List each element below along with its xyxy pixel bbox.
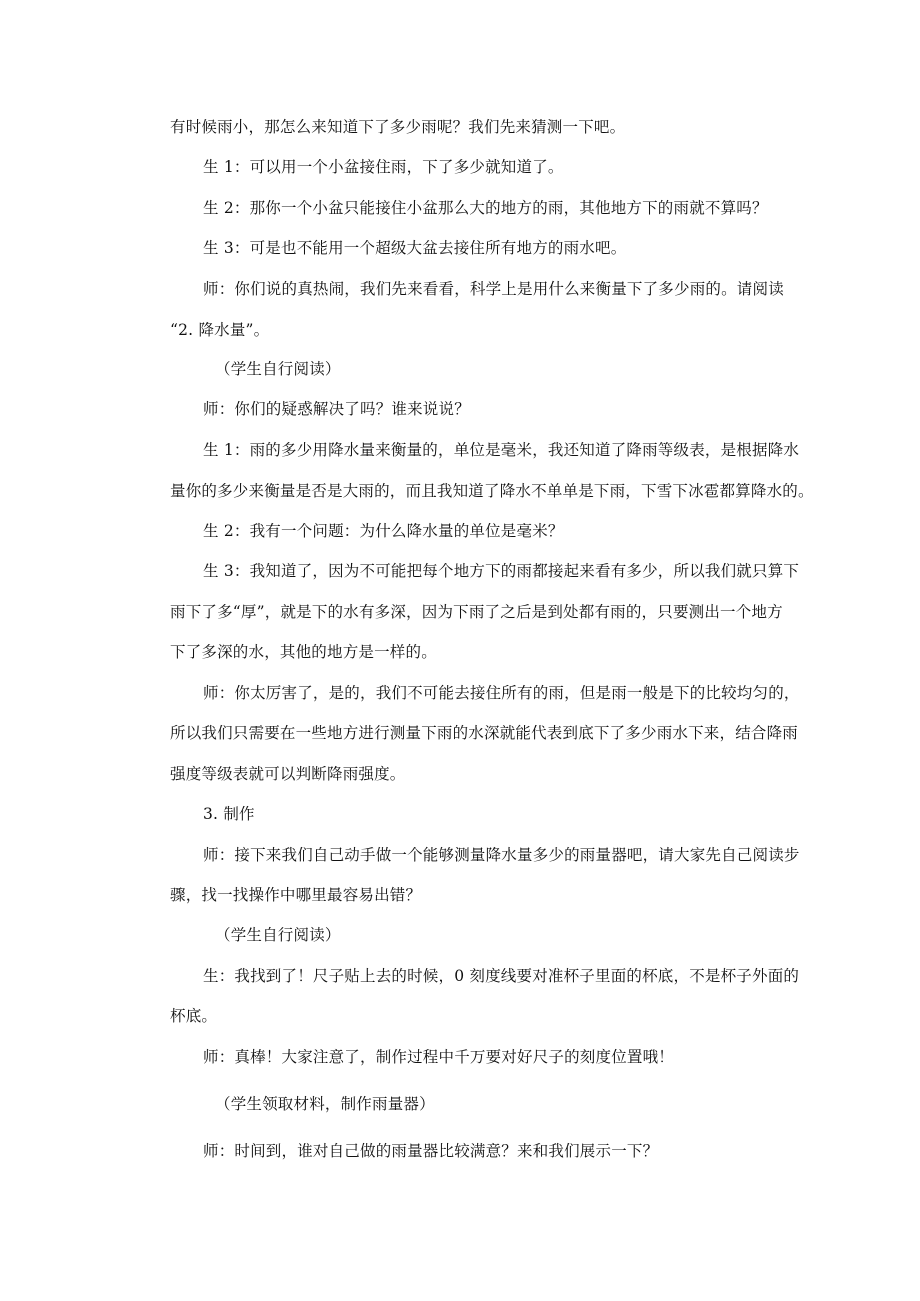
text-line: 下了多深的水，其他的地方是一样的。	[170, 643, 437, 661]
text-line: 生 2：我有一个问题：为什么降水量的单位是毫米？	[203, 522, 564, 540]
text-line: 师：你太厉害了，是的，我们不可能去接住所有的雨，但是雨一般是下的比较均匀的，	[203, 684, 800, 702]
text-line: （学生自行阅读）	[215, 926, 341, 944]
text-line: “2. 降水量”。	[170, 321, 270, 339]
text-line: 有时候雨小，那怎么来知道下了多少雨呢？我们先来猜测一下吧。	[170, 118, 626, 136]
text-line: 生 1：可以用一个小盆接住雨，下了多少就知道了。	[203, 158, 564, 176]
text-line: 所以我们只需要在一些地方进行测量下雨的水深就能代表到底下了多少雨水下来，结合降雨	[170, 724, 799, 742]
text-line: 量你的多少来衡量是否是大雨的，而且我知道了降水不单单是下雨，下雪下冰雹都算降水的。	[170, 482, 814, 500]
text-line: 师：真棒！大家注意了，制作过程中千万要对好尺子的刻度位置哦！	[203, 1048, 675, 1066]
text-line: 生 3：可是也不能用一个超级大盆去接住所有地方的雨水吧。	[203, 239, 627, 257]
text-line: （学生领取材料，制作雨量器）	[215, 1095, 435, 1113]
text-line: 生 3：我知道了，因为不可能把每个地方下的雨都接起来看有多少，所以我们就只算下	[203, 562, 800, 580]
section-heading: 3. 制作	[203, 805, 255, 823]
text-line: 生 2：那你一个小盆只能接住小盆那么大的地方的雨，其他地方下的雨就不算吗？	[203, 199, 768, 217]
text-line: 师：你们说的真热闹，我们先来看看，科学上是用什么来衡量下了多少雨的。请阅读	[203, 280, 784, 298]
text-line: 强度等级表就可以判断降雨强度。	[170, 765, 406, 783]
text-line: 师：你们的疑惑解决了吗？谁来说说？	[203, 400, 470, 418]
text-line: 杯底。	[170, 1007, 218, 1025]
text-line: （学生自行阅读）	[215, 360, 341, 378]
text-line: 生 1：雨的多少用降水量来衡量的，单位是毫米，我还知道了降雨等级表，是根据降水	[203, 441, 800, 459]
text-line: 师：接下来我们自己动手做一个能够测量降水量多少的雨量器吧，请大家先自己阅读步	[203, 846, 800, 864]
text-line: 生：我找到了！尺子贴上去的时候，0 刻度线要对准杯子里面的杯底，不是杯子外面的	[203, 967, 800, 985]
text-line: 雨下了多“厚”，就是下的水有多深，因为下雨了之后是到处都有雨的，只要测出一个地方	[170, 603, 783, 621]
text-line: 骤，找一找操作中哪里最容易出错？	[170, 886, 422, 904]
text-line: 师：时间到，谁对自己做的雨量器比较满意？来和我们展示一下？	[203, 1142, 659, 1160]
